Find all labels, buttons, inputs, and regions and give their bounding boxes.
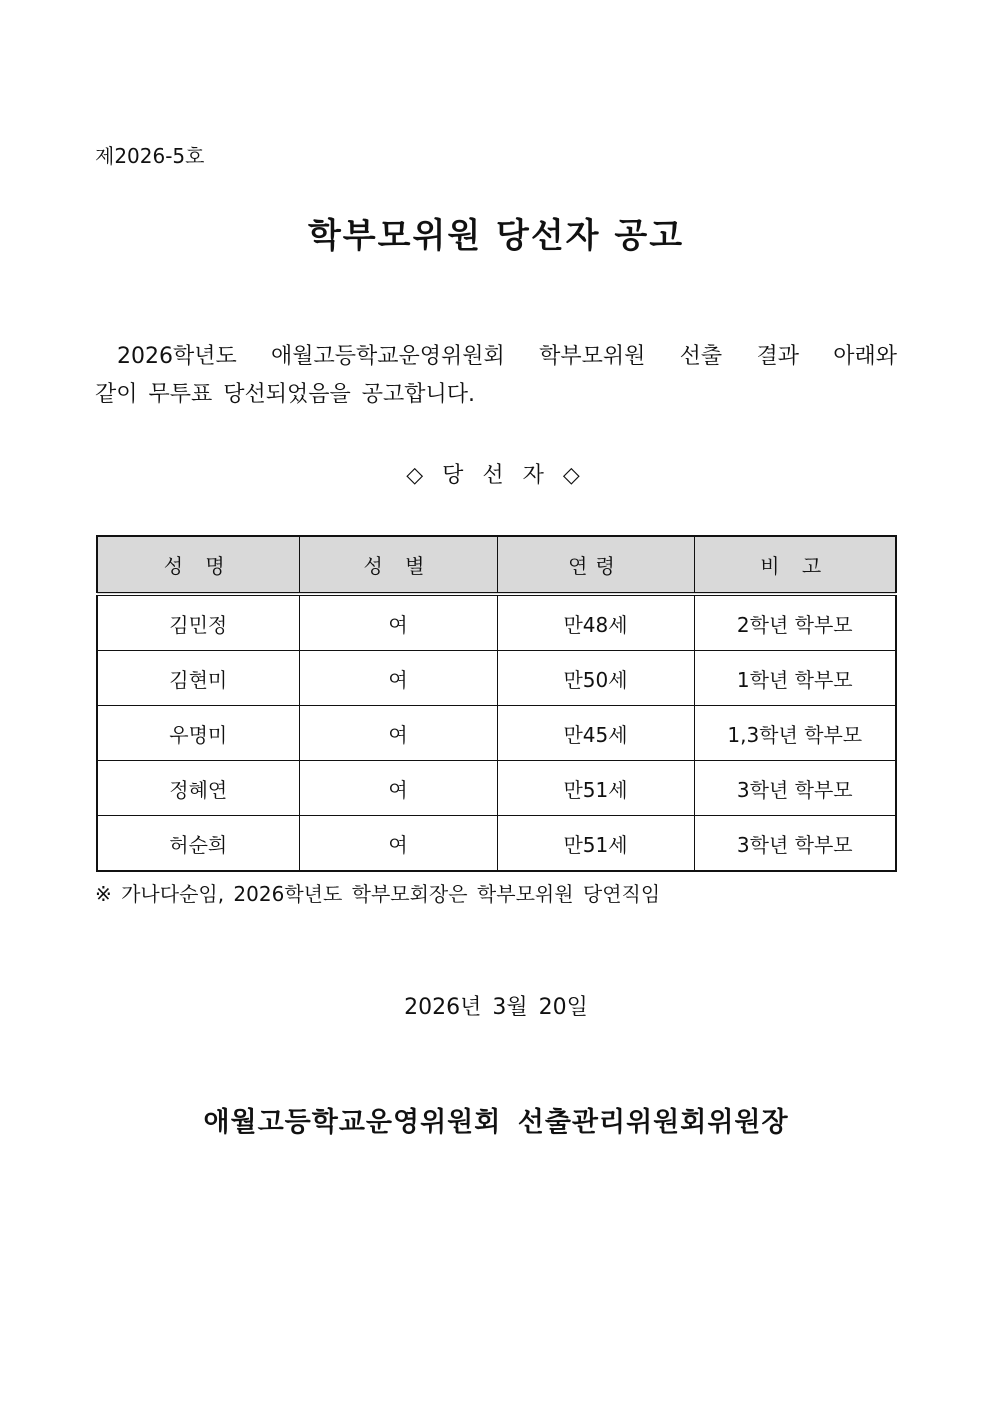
cell-name: 우명미: [97, 706, 299, 761]
cell-remarks: 3학년 학부모: [694, 816, 896, 872]
announcement-body: [95, 338, 897, 414]
header-remarks: 비 고: [694, 536, 896, 594]
table-row: [97, 594, 896, 651]
cell-gender: 여: [299, 816, 497, 872]
cell-age: 만50세: [497, 651, 694, 706]
cell-age: 만51세: [497, 761, 694, 816]
announcement-date: 2026년 3월 20일: [404, 995, 588, 1020]
cell-name: 허순희: [97, 816, 299, 872]
cell-age: 만48세: [497, 594, 694, 651]
table-row: [97, 761, 896, 816]
cell-remarks: 1학년 학부모: [694, 651, 896, 706]
table-header-row: [97, 536, 896, 594]
cell-gender: 여: [299, 706, 497, 761]
table-row: [97, 816, 896, 872]
cell-name: 김현미: [97, 651, 299, 706]
table-footnote: ※ 가나다순임, 2026학년도 학부모회장은 학부모위원 당연직임: [95, 882, 661, 906]
cell-remarks: 3학년 학부모: [694, 761, 896, 816]
header-gender: 성 별: [299, 536, 497, 594]
body-line-2: 같이 무투표 당선되었음을 공고합니다.: [95, 382, 476, 407]
body-line-1: 2026학년도 애월고등학교운영위원회 학부모위원 선출 결과 아래와: [117, 344, 897, 369]
cell-name: 김민정: [97, 594, 299, 651]
winners-table: [96, 535, 897, 872]
table-row: [97, 651, 896, 706]
cell-gender: 여: [299, 761, 497, 816]
table-row: [97, 706, 896, 761]
cell-remarks: 2학년 학부모: [694, 594, 896, 651]
cell-gender: 여: [299, 594, 497, 651]
section-heading-winners: ◇ 당 선 자 ◇: [406, 463, 586, 488]
cell-name: 정혜연: [97, 761, 299, 816]
header-age: 연령: [497, 536, 694, 594]
cell-age: 만51세: [497, 816, 694, 872]
cell-remarks: 1,3학년 학부모: [694, 706, 896, 761]
cell-age: 만45세: [497, 706, 694, 761]
cell-gender: 여: [299, 651, 497, 706]
document-number: 제2026-5호: [95, 144, 205, 168]
issuer-signature-line: 애월고등학교운영위원회 선출관리위원회위원장: [203, 1107, 789, 1138]
page-title: 학부모위원 당선자 공고: [307, 216, 685, 256]
header-name: 성 명: [97, 536, 299, 594]
